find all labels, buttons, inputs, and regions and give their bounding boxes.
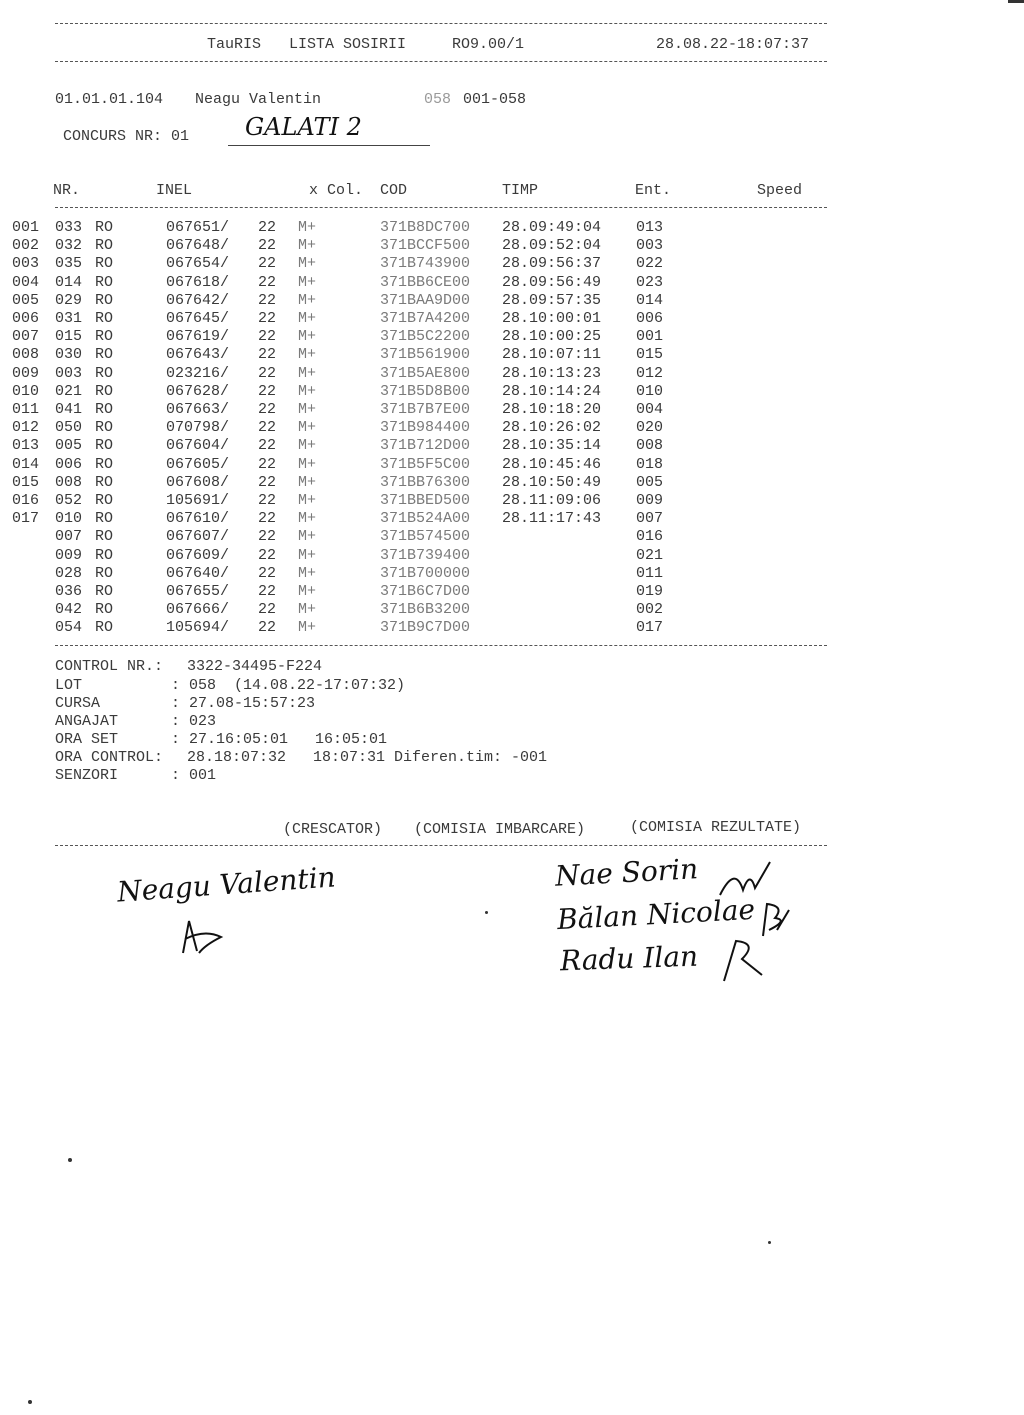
row-ring: 067619/ xyxy=(166,328,230,346)
row-cod: 371B9C7D00 xyxy=(380,619,471,637)
row-ent: 003 xyxy=(636,237,664,255)
print-datetime: 28.08.22-18:07:37 xyxy=(656,36,810,53)
row-ring: 067666/ xyxy=(166,601,230,619)
row-cod: 371B6C7D00 xyxy=(380,583,471,600)
col-nr: NR. xyxy=(53,182,81,199)
table-row xyxy=(0,565,1024,583)
label-crescator: (CRESCATOR) xyxy=(283,821,383,838)
row-color: M+ xyxy=(298,546,317,564)
row-time: 28.10:00:01 xyxy=(502,310,602,327)
app-name: TauRIS xyxy=(207,36,262,53)
row-number: 006 xyxy=(55,455,83,473)
row-year: 22 xyxy=(258,219,277,236)
table-row xyxy=(0,401,1024,419)
row-number: 033 xyxy=(55,219,83,236)
row-time: 28.09:52:04 xyxy=(502,237,602,255)
table-row xyxy=(0,292,1024,310)
table-row xyxy=(0,437,1024,455)
row-cod: 371B984400 xyxy=(380,419,471,437)
row-cod: 371B712D00 xyxy=(380,437,471,455)
row-ent: 016 xyxy=(636,528,664,546)
row-ring: 067645/ xyxy=(166,310,230,327)
row-position: 008 xyxy=(12,346,40,364)
row-time: 28.10:00:25 xyxy=(502,328,602,346)
row-number: 009 xyxy=(55,546,83,564)
row-year: 22 xyxy=(258,601,277,619)
row-position: 017 xyxy=(12,510,40,528)
row-time: 28.10:13:23 xyxy=(502,364,602,382)
table-row xyxy=(0,456,1024,474)
row-ring: 067643/ xyxy=(166,346,230,364)
table-row xyxy=(0,619,1024,637)
row-cod: 371B743900 xyxy=(380,255,471,273)
row-number: 015 xyxy=(55,328,83,346)
row-country: RO xyxy=(95,310,114,327)
row-country: RO xyxy=(95,346,114,364)
lot-label: LOT xyxy=(55,677,83,694)
row-country: RO xyxy=(95,382,114,400)
row-country: RO xyxy=(95,619,114,637)
table-row xyxy=(0,510,1024,528)
row-ring: 067654/ xyxy=(166,255,230,273)
control-nr-label: CONTROL NR.: xyxy=(55,658,164,675)
row-ring: 067648/ xyxy=(166,237,230,255)
row-year: 22 xyxy=(258,382,277,400)
row-position: 013 xyxy=(12,437,40,455)
row-country: RO xyxy=(95,510,114,528)
row-cod: 371BBED500 xyxy=(380,492,471,509)
row-cod: 371BAA9D00 xyxy=(380,291,471,309)
table-row xyxy=(0,492,1024,510)
row-cod: 371B561900 xyxy=(380,346,471,364)
contest-handwritten-name: GALATI 2 xyxy=(245,113,362,141)
row-time: 28.10:35:14 xyxy=(502,437,602,455)
row-time: 28.10:14:24 xyxy=(502,382,602,400)
row-ent: 008 xyxy=(636,437,664,455)
col-inel: INEL xyxy=(156,182,193,199)
row-position: 001 xyxy=(12,219,40,236)
row-ring: 067608/ xyxy=(166,473,230,491)
label-comisia-rezultate: (COMISIA REZULTATE) xyxy=(630,819,802,836)
row-time: 28.10:45:46 xyxy=(502,455,602,473)
table-row xyxy=(0,346,1024,364)
label-comisia-imbarcare: (COMISIA IMBARCARE) xyxy=(414,821,586,838)
row-number: 010 xyxy=(55,510,83,528)
row-time: 28.09:57:35 xyxy=(502,291,602,309)
header-rule xyxy=(55,61,827,62)
row-position: 007 xyxy=(12,328,40,346)
scan-edge-mark xyxy=(1008,0,1024,3)
row-color: M+ xyxy=(298,528,317,546)
row-year: 22 xyxy=(258,419,277,437)
col-speed: Speed xyxy=(757,182,803,199)
row-ent: 020 xyxy=(636,419,664,437)
row-ent: 014 xyxy=(636,291,664,309)
row-ring: 067618/ xyxy=(166,273,230,291)
row-year: 22 xyxy=(258,364,277,382)
row-position: 016 xyxy=(12,492,40,509)
row-color: M+ xyxy=(298,437,317,455)
row-position: 002 xyxy=(12,237,40,255)
row-cod: 371B574500 xyxy=(380,528,471,546)
row-country: RO xyxy=(95,473,114,491)
row-color: M+ xyxy=(298,401,317,418)
row-year: 22 xyxy=(258,310,277,327)
table-row xyxy=(0,528,1024,546)
row-country: RO xyxy=(95,583,114,600)
row-ent: 001 xyxy=(636,328,664,346)
row-number: 041 xyxy=(55,401,83,418)
row-ent: 006 xyxy=(636,310,664,327)
senzori-value: : 001 xyxy=(171,767,217,784)
row-year: 22 xyxy=(258,510,277,528)
signature-member-3: Radu Ilan xyxy=(559,939,699,978)
table-row xyxy=(0,219,1024,237)
row-color: M+ xyxy=(298,455,317,473)
row-ent: 015 xyxy=(636,346,664,364)
angajat-value: : 023 xyxy=(171,713,217,730)
initials-member-3 xyxy=(718,935,768,985)
row-year: 22 xyxy=(258,583,277,600)
row-number: 007 xyxy=(55,528,83,546)
row-position: 005 xyxy=(12,291,40,309)
row-position: 010 xyxy=(12,382,40,400)
row-year: 22 xyxy=(258,401,277,418)
row-number: 050 xyxy=(55,419,83,437)
table-row xyxy=(0,255,1024,273)
ora-set-label: ORA SET xyxy=(55,731,119,748)
row-position: 012 xyxy=(12,419,40,437)
table-row xyxy=(0,328,1024,346)
row-number: 035 xyxy=(55,255,83,273)
owner-range: 001-058 xyxy=(463,91,527,108)
row-time: 28.10:07:11 xyxy=(502,346,602,364)
row-time: 28.09:56:49 xyxy=(502,273,602,291)
cursa-label: CURSA xyxy=(55,695,101,712)
row-ring: 067655/ xyxy=(166,583,230,600)
scan-speck xyxy=(68,1158,72,1162)
row-country: RO xyxy=(95,546,114,564)
row-ent: 009 xyxy=(636,492,664,509)
row-ent: 010 xyxy=(636,382,664,400)
signature-crescator: Neagu Valentin xyxy=(116,860,337,909)
scan-speck xyxy=(28,1400,32,1404)
row-number: 054 xyxy=(55,619,83,637)
row-ring: 105691/ xyxy=(166,492,230,509)
row-cod: 371B700000 xyxy=(380,564,471,582)
row-year: 22 xyxy=(258,291,277,309)
row-ent: 018 xyxy=(636,455,664,473)
table-row xyxy=(0,274,1024,292)
row-color: M+ xyxy=(298,255,317,273)
row-year: 22 xyxy=(258,455,277,473)
lot-value: : 058 (14.08.22-17:07:32) xyxy=(171,677,406,694)
row-color: M+ xyxy=(298,219,317,236)
row-cod: 371B7A4200 xyxy=(380,310,471,327)
initials-member-1 xyxy=(715,860,775,900)
row-year: 22 xyxy=(258,273,277,291)
row-ent: 022 xyxy=(636,255,664,273)
row-ring: 067663/ xyxy=(166,401,230,418)
row-number: 005 xyxy=(55,437,83,455)
row-color: M+ xyxy=(298,619,317,637)
row-color: M+ xyxy=(298,564,317,582)
row-cod: 371B8DC700 xyxy=(380,219,471,236)
control-nr-value: 3322-34495-F224 xyxy=(187,658,323,675)
row-country: RO xyxy=(95,328,114,346)
row-ent: 004 xyxy=(636,401,664,418)
row-ring: 067640/ xyxy=(166,564,230,582)
table-row xyxy=(0,474,1024,492)
row-country: RO xyxy=(95,601,114,619)
row-position: 004 xyxy=(12,273,40,291)
col-timp: TIMP xyxy=(502,182,539,199)
table-row xyxy=(0,601,1024,619)
row-country: RO xyxy=(95,273,114,291)
row-country: RO xyxy=(95,492,114,509)
row-ring: 067607/ xyxy=(166,528,230,546)
table-row xyxy=(0,547,1024,565)
row-year: 22 xyxy=(258,564,277,582)
page-title: LISTA SOSIRII xyxy=(289,36,407,53)
row-ring: 067610/ xyxy=(166,510,230,528)
row-country: RO xyxy=(95,455,114,473)
row-country: RO xyxy=(95,219,114,236)
row-ring: 067642/ xyxy=(166,291,230,309)
row-ring: 070798/ xyxy=(166,419,230,437)
row-position: 014 xyxy=(12,455,40,473)
row-cod: 371B6B3200 xyxy=(380,601,471,619)
initials-crescator xyxy=(175,915,235,960)
row-cod: 371B7B7E00 xyxy=(380,401,471,418)
row-cod: 371B524A00 xyxy=(380,510,471,528)
top-rule xyxy=(55,23,827,24)
ora-control-label: ORA CONTROL: xyxy=(55,749,164,766)
row-country: RO xyxy=(95,255,114,273)
row-number: 042 xyxy=(55,601,83,619)
table-row xyxy=(0,237,1024,255)
row-year: 22 xyxy=(258,346,277,364)
row-year: 22 xyxy=(258,437,277,455)
row-color: M+ xyxy=(298,583,317,600)
row-number: 008 xyxy=(55,473,83,491)
row-year: 22 xyxy=(258,255,277,273)
row-number: 021 xyxy=(55,382,83,400)
row-number: 003 xyxy=(55,364,83,382)
row-color: M+ xyxy=(298,473,317,491)
row-time: 28.11:09:06 xyxy=(502,492,602,509)
signature-rule xyxy=(55,845,827,846)
row-ent: 005 xyxy=(636,473,664,491)
table-row xyxy=(0,310,1024,328)
row-time: 28.11:17:43 xyxy=(502,510,602,528)
row-number: 036 xyxy=(55,583,83,600)
row-ent: 017 xyxy=(636,619,664,637)
col-color: x Col. xyxy=(309,182,364,199)
angajat-label: ANGAJAT xyxy=(55,713,119,730)
row-color: M+ xyxy=(298,346,317,364)
table-header-rule xyxy=(55,207,827,208)
contest-label: CONCURS NR: 01 xyxy=(63,128,190,145)
form-code: RO9.00/1 xyxy=(452,36,525,53)
row-cod: 371BCCF500 xyxy=(380,237,471,255)
row-ring: 067628/ xyxy=(166,382,230,400)
row-ent: 013 xyxy=(636,219,664,236)
col-ent: Ent. xyxy=(635,182,672,199)
row-color: M+ xyxy=(298,364,317,382)
row-number: 052 xyxy=(55,492,83,509)
row-time: 28.10:26:02 xyxy=(502,419,602,437)
table-bottom-rule xyxy=(55,645,827,646)
row-position: 009 xyxy=(12,364,40,382)
row-number: 032 xyxy=(55,237,83,255)
signature-member-1: Nae Sorin xyxy=(554,852,699,893)
row-country: RO xyxy=(95,528,114,546)
row-position: 006 xyxy=(12,310,40,327)
contest-underline xyxy=(228,145,430,146)
row-ring: 023216/ xyxy=(166,364,230,382)
row-number: 014 xyxy=(55,273,83,291)
row-country: RO xyxy=(95,564,114,582)
row-cod: 371B5C2200 xyxy=(380,328,471,346)
cursa-value: : 27.08-15:57:23 xyxy=(171,695,316,712)
row-color: M+ xyxy=(298,310,317,327)
row-time: 28.10:18:20 xyxy=(502,401,602,418)
row-cod: 371B739400 xyxy=(380,546,471,564)
initials-member-2 xyxy=(755,900,795,940)
row-country: RO xyxy=(95,401,114,418)
row-color: M+ xyxy=(298,382,317,400)
row-country: RO xyxy=(95,291,114,309)
ora-set-value: : 27.16:05:01 16:05:01 xyxy=(171,731,388,748)
row-year: 22 xyxy=(258,473,277,491)
row-time: 28.09:56:37 xyxy=(502,255,602,273)
row-year: 22 xyxy=(258,328,277,346)
row-color: M+ xyxy=(298,492,317,509)
row-ring: 067604/ xyxy=(166,437,230,455)
row-ring: 067651/ xyxy=(166,219,230,236)
row-ent: 007 xyxy=(636,510,664,528)
row-ent: 012 xyxy=(636,364,664,382)
row-country: RO xyxy=(95,364,114,382)
row-ent: 002 xyxy=(636,601,664,619)
row-cod: 371B5F5C00 xyxy=(380,455,471,473)
row-cod: 371B5AE800 xyxy=(380,364,471,382)
row-ent: 019 xyxy=(636,583,664,600)
row-cod: 371B5D8B00 xyxy=(380,382,471,400)
row-cod: 371BB76300 xyxy=(380,473,471,491)
row-color: M+ xyxy=(298,419,317,437)
table-row xyxy=(0,583,1024,601)
row-color: M+ xyxy=(298,328,317,346)
row-color: M+ xyxy=(298,510,317,528)
row-position: 011 xyxy=(12,401,40,418)
row-ring: 067609/ xyxy=(166,546,230,564)
col-cod: COD xyxy=(380,182,408,199)
owner-name: Neagu Valentin xyxy=(195,91,322,108)
row-ring: 067605/ xyxy=(166,455,230,473)
row-time: 28.09:49:04 xyxy=(502,219,602,236)
row-cod: 371BB6CE00 xyxy=(380,273,471,291)
row-number: 029 xyxy=(55,291,83,309)
senzori-label: SENZORI xyxy=(55,767,119,784)
row-year: 22 xyxy=(258,237,277,255)
owner-id: 01.01.01.104 xyxy=(55,91,164,108)
ora-control-value: 28.18:07:32 18:07:31 Diferen.tim: -001 xyxy=(187,749,548,766)
row-ent: 021 xyxy=(636,546,664,564)
table-row xyxy=(0,383,1024,401)
scan-speck xyxy=(768,1241,771,1244)
row-year: 22 xyxy=(258,528,277,546)
table-row xyxy=(0,365,1024,383)
row-ent: 011 xyxy=(636,564,664,582)
row-ent: 023 xyxy=(636,273,664,291)
row-country: RO xyxy=(95,419,114,437)
row-color: M+ xyxy=(298,273,317,291)
row-position: 003 xyxy=(12,255,40,273)
row-country: RO xyxy=(95,237,114,255)
row-number: 028 xyxy=(55,564,83,582)
table-row xyxy=(0,419,1024,437)
row-time: 28.10:50:49 xyxy=(502,473,602,491)
row-year: 22 xyxy=(258,492,277,509)
signature-member-2: Bălan Nicolae xyxy=(556,892,756,937)
row-position: 015 xyxy=(12,473,40,491)
row-number: 030 xyxy=(55,346,83,364)
row-country: RO xyxy=(95,437,114,455)
row-ring: 105694/ xyxy=(166,619,230,637)
owner-lot-code: 058 xyxy=(424,91,452,108)
scan-speck xyxy=(485,911,488,914)
row-number: 031 xyxy=(55,310,83,327)
row-color: M+ xyxy=(298,601,317,619)
row-year: 22 xyxy=(258,546,277,564)
row-year: 22 xyxy=(258,619,277,637)
row-color: M+ xyxy=(298,291,317,309)
row-color: M+ xyxy=(298,237,317,255)
